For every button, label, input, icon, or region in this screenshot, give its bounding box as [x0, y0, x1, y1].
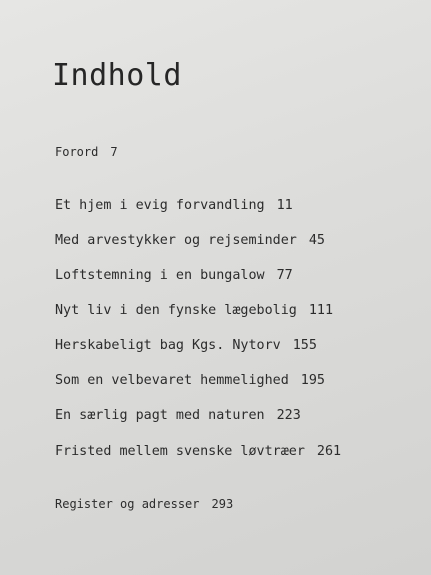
toc-entry-page: 155 [292, 338, 317, 353]
toc-entry [55, 372, 325, 390]
toc-entry-label: Register og adresser [55, 497, 200, 511]
toc-entry [55, 232, 325, 250]
toc-entry-label: Nyt liv i den fynske lægebolig [55, 303, 297, 318]
toc-entry-page: 261 [316, 444, 342, 459]
toc-entry-page: 77 [276, 268, 293, 283]
toc-entry-foreword [55, 144, 118, 160]
toc-entry-page: 45 [308, 233, 325, 248]
toc-entry [55, 337, 317, 355]
toc-entry-label: Forord [55, 145, 99, 159]
toc-entry [55, 267, 293, 285]
toc-entry-label: Herskabeligt bag Kgs. Nytorv [55, 338, 281, 353]
toc-entry-page: 223 [276, 408, 301, 423]
toc-entry-page: 111 [308, 303, 334, 318]
toc-entry-page: 7 [110, 145, 118, 159]
toc-entry [55, 407, 301, 425]
toc-entry-register [55, 496, 233, 512]
toc-entry-page: 195 [300, 373, 325, 388]
toc-entry-page: 11 [276, 198, 293, 213]
toc-entry-label: Med arvestykker og rejseminder [55, 233, 297, 248]
toc-entry-page: 293 [211, 497, 234, 511]
toc-entry-label: Loftstemning i en bungalow [55, 268, 265, 283]
toc-entry-label: Som en velbevaret hemmelighed [55, 373, 289, 388]
toc-entry [55, 302, 333, 320]
toc-entry [55, 443, 341, 461]
toc-entry-label: En særlig pagt med naturen [55, 408, 265, 423]
toc-entry [55, 197, 293, 215]
toc-entry-label: Et hjem i evig forvandling [55, 198, 265, 213]
toc-entry-label: Fristed mellem svenske løvtræer [55, 444, 305, 459]
page-title: Indhold [52, 58, 182, 93]
